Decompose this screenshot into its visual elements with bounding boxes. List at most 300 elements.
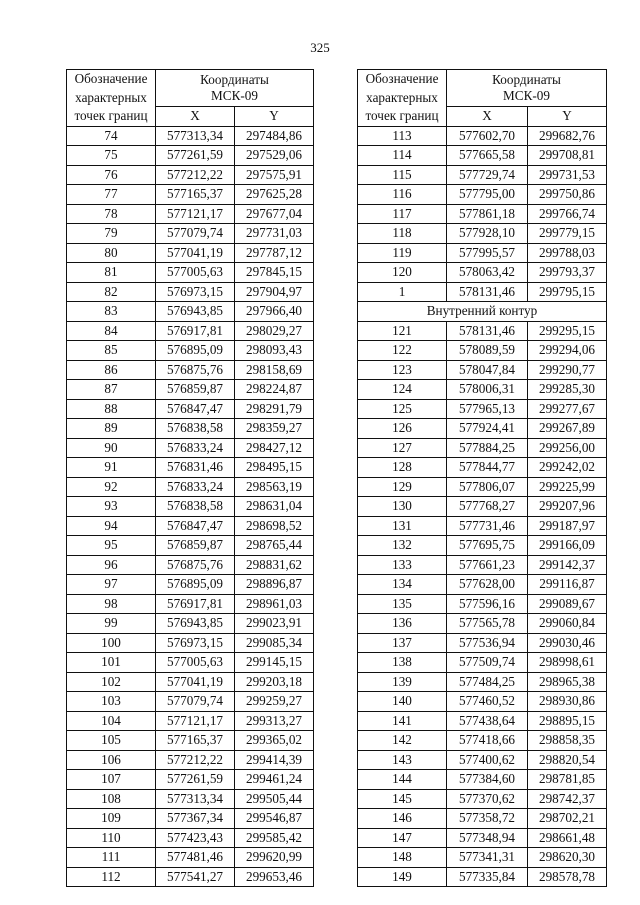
y-coordinate-cell: 298698,52 [235,516,314,536]
table-row [67,419,314,439]
point-number-cell: 132 [358,536,447,556]
table-row [67,575,314,595]
table-row [67,536,314,556]
x-coordinate-cell: 577041,19 [156,672,235,692]
y-coordinate-cell: 298961,03 [235,594,314,614]
x-coordinate-cell: 577481,46 [156,848,235,868]
header-point-designation-line: характерных [366,89,438,105]
y-coordinate-cell: 298427,12 [235,438,314,458]
y-coordinate-cell: 299242,02 [528,458,607,478]
point-number-cell: 105 [67,731,156,751]
y-coordinate-cell: 297787,12 [235,243,314,263]
point-number-cell: 110 [67,828,156,848]
y-coordinate-cell: 297484,86 [235,126,314,146]
point-number-cell: 131 [358,516,447,536]
point-number-cell: 106 [67,750,156,770]
header-point-designation [358,70,447,127]
x-coordinate-cell: 577005,63 [156,263,235,283]
table-row [67,302,314,322]
x-coordinate-cell: 577121,17 [156,204,235,224]
point-number-cell: 149 [358,867,447,887]
point-number-cell: 101 [67,653,156,673]
x-coordinate-cell: 577729,74 [447,165,528,185]
table-row [358,204,607,224]
x-coordinate-cell: 576838,58 [156,497,235,517]
y-coordinate-cell: 299461,24 [235,770,314,790]
point-number-cell: 107 [67,770,156,790]
table-row [358,575,607,595]
table-row [67,243,314,263]
page-number: 325 [310,40,330,55]
x-coordinate-cell: 577348,94 [447,828,528,848]
point-number-cell: 94 [67,516,156,536]
table-row [67,828,314,848]
x-coordinate-cell: 576833,24 [156,477,235,497]
point-number-cell: 116 [358,185,447,205]
table-row [67,711,314,731]
table-row [358,126,607,146]
header-point-designation-line: Обозначение [74,71,148,86]
table-row [358,672,607,692]
x-coordinate-cell: 576875,76 [156,360,235,380]
point-number-cell: 114 [358,146,447,166]
x-coordinate-cell: 576875,76 [156,555,235,575]
table-row [358,653,607,673]
y-coordinate-cell: 299259,27 [235,692,314,712]
x-coordinate-cell: 577335,84 [447,867,528,887]
x-coordinate-cell: 577924,41 [447,419,528,439]
point-number-cell: 113 [358,126,447,146]
y-coordinate-cell: 299256,00 [528,438,607,458]
point-number-cell: 128 [358,458,447,478]
y-coordinate-cell: 298620,30 [528,848,607,868]
table-row [67,399,314,419]
point-number-cell: 81 [67,263,156,283]
y-coordinate-cell: 298563,19 [235,477,314,497]
y-coordinate-cell: 297677,04 [235,204,314,224]
header-point-designation-line: Обозначение [365,71,439,86]
x-coordinate-cell: 577212,22 [156,165,235,185]
y-coordinate-cell: 298291,79 [235,399,314,419]
point-number-cell: 80 [67,243,156,263]
point-number-cell: 119 [358,243,447,263]
y-coordinate-cell: 299294,06 [528,341,607,361]
y-coordinate-cell: 298359,27 [235,419,314,439]
y-coordinate-cell: 298858,35 [528,731,607,751]
y-coordinate-cell: 299585,42 [235,828,314,848]
x-coordinate-cell: 576943,85 [156,302,235,322]
header-coordinates-line: МСК-09 [211,88,258,103]
table-row [358,692,607,712]
point-number-cell: 139 [358,672,447,692]
point-number-cell: 129 [358,477,447,497]
x-coordinate-cell: 577995,57 [447,243,528,263]
header-point-designation-line: характерных [75,89,147,105]
table-row [67,555,314,575]
x-coordinate-cell: 576831,46 [156,458,235,478]
x-coordinate-cell: 576859,87 [156,380,235,400]
table-row [358,321,607,341]
point-number-cell: 133 [358,555,447,575]
point-number-cell: 142 [358,731,447,751]
y-coordinate-cell: 299793,37 [528,263,607,283]
point-number-cell: 108 [67,789,156,809]
x-coordinate-cell: 577509,74 [447,653,528,673]
x-coordinate-cell: 577665,58 [447,146,528,166]
y-coordinate-cell: 299225,99 [528,477,607,497]
y-coordinate-cell: 298631,04 [235,497,314,517]
table-row [67,263,314,283]
point-number-cell: 92 [67,477,156,497]
x-coordinate-cell: 576943,85 [156,614,235,634]
point-number-cell: 127 [358,438,447,458]
y-coordinate-cell: 298895,15 [528,711,607,731]
section-row [358,302,607,322]
table-row [358,282,607,302]
y-coordinate-cell: 299313,27 [235,711,314,731]
x-coordinate-cell: 577965,13 [447,399,528,419]
x-coordinate-cell: 576895,09 [156,341,235,361]
point-number-cell: 148 [358,848,447,868]
x-coordinate-cell: 577384,60 [447,770,528,790]
x-coordinate-cell: 577005,63 [156,653,235,673]
x-coordinate-cell: 576838,58 [156,419,235,439]
point-number-cell: 118 [358,224,447,244]
y-coordinate-cell: 299731,53 [528,165,607,185]
x-coordinate-cell: 577565,78 [447,614,528,634]
table-row [358,711,607,731]
table-row [67,146,314,166]
x-coordinate-cell: 577844,77 [447,458,528,478]
y-coordinate-cell: 298702,21 [528,809,607,829]
table-row [358,380,607,400]
table-row [358,341,607,361]
x-coordinate-cell: 577358,72 [447,809,528,829]
y-coordinate-cell: 299766,74 [528,204,607,224]
x-coordinate-cell: 577418,66 [447,731,528,751]
y-coordinate-cell: 299414,39 [235,750,314,770]
table-row [358,614,607,634]
y-coordinate-cell: 298158,69 [235,360,314,380]
x-coordinate-cell: 578006,31 [447,380,528,400]
table-row [67,438,314,458]
point-number-cell: 84 [67,321,156,341]
point-number-cell: 1 [358,282,447,302]
table-row [358,224,607,244]
point-number-cell: 145 [358,789,447,809]
y-coordinate-cell: 299505,44 [235,789,314,809]
y-coordinate-cell: 299023,91 [235,614,314,634]
point-number-cell: 93 [67,497,156,517]
table-row [358,477,607,497]
header-point-designation-line: точек границ [365,108,439,123]
x-coordinate-cell: 577313,34 [156,126,235,146]
table-row [67,477,314,497]
y-coordinate-cell: 298765,44 [235,536,314,556]
point-number-cell: 122 [358,341,447,361]
point-number-cell: 88 [67,399,156,419]
x-coordinate-cell: 577731,46 [447,516,528,536]
point-number-cell: 74 [67,126,156,146]
x-coordinate-cell: 577484,25 [447,672,528,692]
point-number-cell: 112 [67,867,156,887]
table-row [67,789,314,809]
table-row [67,750,314,770]
x-coordinate-cell: 578063,42 [447,263,528,283]
x-coordinate-cell: 577423,43 [156,828,235,848]
table-row [67,360,314,380]
point-number-cell: 78 [67,204,156,224]
table-row [358,536,607,556]
point-number-cell: 86 [67,360,156,380]
table-row [67,867,314,887]
x-coordinate-cell: 577121,17 [156,711,235,731]
table-row [67,282,314,302]
x-coordinate-cell: 576847,47 [156,516,235,536]
table-row [358,789,607,809]
x-coordinate-cell: 576917,81 [156,594,235,614]
y-coordinate-cell: 299089,67 [528,594,607,614]
y-coordinate-cell: 298930,86 [528,692,607,712]
y-coordinate-cell: 299620,99 [235,848,314,868]
header-coordinates [156,70,314,107]
point-number-cell: 77 [67,185,156,205]
point-number-cell: 111 [67,848,156,868]
table-row [67,224,314,244]
y-coordinate-cell: 297731,03 [235,224,314,244]
y-coordinate-cell: 299030,46 [528,633,607,653]
y-coordinate-cell: 298495,15 [235,458,314,478]
point-number-cell: 134 [358,575,447,595]
header-x: X [156,107,235,127]
point-number-cell: 123 [358,360,447,380]
table-row [358,555,607,575]
y-coordinate-cell: 298998,61 [528,653,607,673]
y-coordinate-cell: 299546,87 [235,809,314,829]
x-coordinate-cell: 576917,81 [156,321,235,341]
table-row [67,614,314,634]
table-row [67,770,314,790]
y-coordinate-cell: 299290,77 [528,360,607,380]
header-coordinates-line: МСК-09 [503,88,550,103]
x-coordinate-cell: 577460,52 [447,692,528,712]
header-point-designation [67,70,156,127]
y-coordinate-cell: 299267,89 [528,419,607,439]
table-row [358,828,607,848]
y-coordinate-cell: 299203,18 [235,672,314,692]
x-coordinate-cell: 577341,31 [447,848,528,868]
point-number-cell: 115 [358,165,447,185]
point-number-cell: 120 [358,263,447,283]
table-row [67,380,314,400]
header-coordinates-line: Координаты [200,71,269,87]
y-coordinate-cell: 299795,15 [528,282,607,302]
point-number-cell: 89 [67,419,156,439]
table-row [67,633,314,653]
y-coordinate-cell: 299187,97 [528,516,607,536]
table-row [67,458,314,478]
point-number-cell: 99 [67,614,156,634]
table-row [358,867,607,887]
table-row [358,770,607,790]
table-row [358,360,607,380]
point-number-cell: 75 [67,146,156,166]
point-number-cell: 140 [358,692,447,712]
y-coordinate-cell: 298820,54 [528,750,607,770]
point-number-cell: 117 [358,204,447,224]
y-coordinate-cell: 297529,06 [235,146,314,166]
x-coordinate-cell: 577212,22 [156,750,235,770]
point-number-cell: 83 [67,302,156,322]
coordinates-table-left [66,69,314,887]
table-row [358,750,607,770]
table-row [358,594,607,614]
y-coordinate-cell: 297625,28 [235,185,314,205]
x-coordinate-cell: 578131,46 [447,282,528,302]
x-coordinate-cell: 577661,23 [447,555,528,575]
point-number-cell: 104 [67,711,156,731]
table-row [67,341,314,361]
point-number-cell: 138 [358,653,447,673]
table-row [358,243,607,263]
point-number-cell: 137 [358,633,447,653]
x-coordinate-cell: 577541,27 [156,867,235,887]
point-number-cell: 103 [67,692,156,712]
table-row [358,809,607,829]
table-row [358,146,607,166]
x-coordinate-cell: 577400,62 [447,750,528,770]
x-coordinate-cell: 577438,64 [447,711,528,731]
y-coordinate-cell: 298224,87 [235,380,314,400]
y-coordinate-cell: 297575,91 [235,165,314,185]
table-row [67,165,314,185]
point-number-cell: 135 [358,594,447,614]
table-row [67,672,314,692]
point-number-cell: 141 [358,711,447,731]
y-coordinate-cell: 297904,97 [235,282,314,302]
table-row [67,731,314,751]
table-row [67,692,314,712]
x-coordinate-cell: 578047,84 [447,360,528,380]
x-coordinate-cell: 577884,25 [447,438,528,458]
point-number-cell: 144 [358,770,447,790]
header-point-designation-line: точек границ [74,108,148,123]
x-coordinate-cell: 576895,09 [156,575,235,595]
table-row [358,399,607,419]
table-row [358,438,607,458]
point-number-cell: 124 [358,380,447,400]
x-coordinate-cell: 577695,75 [447,536,528,556]
point-number-cell: 76 [67,165,156,185]
y-coordinate-cell: 298831,62 [235,555,314,575]
y-coordinate-cell: 298781,85 [528,770,607,790]
table-row [67,126,314,146]
y-coordinate-cell: 299277,67 [528,399,607,419]
x-coordinate-cell: 577861,18 [447,204,528,224]
x-coordinate-cell: 577165,37 [156,185,235,205]
coordinates-table-right [357,69,607,887]
y-coordinate-cell: 297845,15 [235,263,314,283]
header-coordinates-line: Координаты [492,71,561,87]
y-coordinate-cell: 298029,27 [235,321,314,341]
y-coordinate-cell: 299285,30 [528,380,607,400]
table-row [358,848,607,868]
x-coordinate-cell: 576973,15 [156,282,235,302]
table-row [358,165,607,185]
table-row [67,321,314,341]
y-coordinate-cell: 297966,40 [235,302,314,322]
x-coordinate-cell: 577928,10 [447,224,528,244]
header-x: X [447,107,528,127]
table-row [358,458,607,478]
point-number-cell: 79 [67,224,156,244]
table-row [358,185,607,205]
point-number-cell: 100 [67,633,156,653]
y-coordinate-cell: 299145,15 [235,653,314,673]
point-number-cell: 91 [67,458,156,478]
point-number-cell: 136 [358,614,447,634]
y-coordinate-cell: 299708,81 [528,146,607,166]
y-coordinate-cell: 299116,87 [528,575,607,595]
y-coordinate-cell: 299166,09 [528,536,607,556]
y-coordinate-cell: 299085,34 [235,633,314,653]
x-coordinate-cell: 577165,37 [156,731,235,751]
point-number-cell: 121 [358,321,447,341]
y-coordinate-cell: 299295,15 [528,321,607,341]
table-row [67,497,314,517]
point-number-cell: 125 [358,399,447,419]
x-coordinate-cell: 577806,07 [447,477,528,497]
point-number-cell: 130 [358,497,447,517]
x-coordinate-cell: 577313,34 [156,789,235,809]
point-number-cell: 96 [67,555,156,575]
table-row [67,185,314,205]
y-coordinate-cell: 298896,87 [235,575,314,595]
x-coordinate-cell: 577596,16 [447,594,528,614]
x-coordinate-cell: 577261,59 [156,770,235,790]
header-y: Y [528,107,607,127]
x-coordinate-cell: 576847,47 [156,399,235,419]
x-coordinate-cell: 577795,00 [447,185,528,205]
x-coordinate-cell: 576833,24 [156,438,235,458]
x-coordinate-cell: 577602,70 [447,126,528,146]
table-row [358,516,607,536]
x-coordinate-cell: 577536,94 [447,633,528,653]
y-coordinate-cell: 299365,02 [235,731,314,751]
y-coordinate-cell: 298093,43 [235,341,314,361]
point-number-cell: 87 [67,380,156,400]
x-coordinate-cell: 577768,27 [447,497,528,517]
point-number-cell: 109 [67,809,156,829]
y-coordinate-cell: 299060,84 [528,614,607,634]
y-coordinate-cell: 298965,38 [528,672,607,692]
point-number-cell: 82 [67,282,156,302]
table-row [358,419,607,439]
x-coordinate-cell: 577367,34 [156,809,235,829]
table-row [358,731,607,751]
y-coordinate-cell: 299682,76 [528,126,607,146]
y-coordinate-cell: 299750,86 [528,185,607,205]
table-row [358,497,607,517]
table-row [67,653,314,673]
x-coordinate-cell: 576859,87 [156,536,235,556]
header-coordinates [447,70,607,107]
point-number-cell: 147 [358,828,447,848]
point-number-cell: 98 [67,594,156,614]
y-coordinate-cell: 299207,96 [528,497,607,517]
point-number-cell: 126 [358,419,447,439]
point-number-cell: 102 [67,672,156,692]
